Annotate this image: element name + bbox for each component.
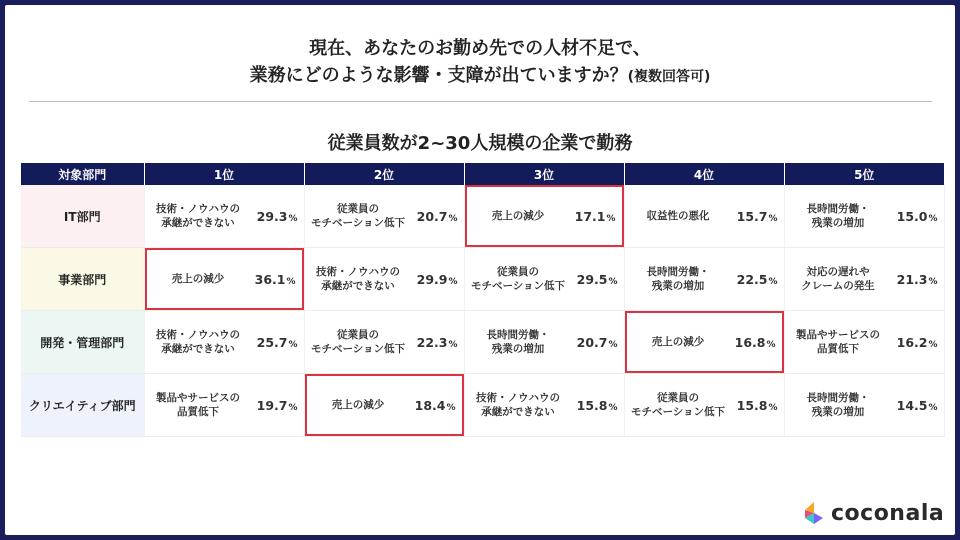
table-row xyxy=(21,374,944,437)
impact-item: 技術・ノウハウの 承継ができない xyxy=(156,329,240,355)
cell-content xyxy=(785,311,944,373)
rank-cell-1 xyxy=(144,374,304,437)
rank-cell-5 xyxy=(784,185,944,248)
impact-percentage xyxy=(248,335,300,350)
percentage-value: 20.7 xyxy=(576,334,608,350)
rank-cell-4 xyxy=(624,311,784,374)
rank-cell-2 xyxy=(304,248,464,311)
coconala-logo-icon xyxy=(801,500,827,526)
impact-percentage xyxy=(246,272,298,287)
rank-cell-4 xyxy=(624,248,784,311)
rank-cell-5 xyxy=(784,311,944,374)
rank-cell-1 xyxy=(144,185,304,248)
table-row xyxy=(21,248,944,311)
percentage-value: 16.8 xyxy=(734,334,766,350)
impact-percentage xyxy=(888,209,940,224)
cell-content xyxy=(465,248,624,310)
cell-content xyxy=(465,374,624,436)
highlighted-cell xyxy=(625,311,784,373)
percentage-value: 29.3 xyxy=(256,208,288,224)
percent-sign: % xyxy=(768,276,778,287)
percentage-value: 21.3 xyxy=(896,271,928,287)
rank-cell-1 xyxy=(144,248,304,311)
percentage-value: 22.5 xyxy=(736,271,768,287)
percent-sign: % xyxy=(288,402,298,413)
percentage-value: 14.5 xyxy=(896,397,928,413)
impact-item: 売上の減少 xyxy=(171,273,225,285)
rank-cell-3 xyxy=(464,248,624,311)
percent-sign: % xyxy=(446,402,456,413)
percentage-value: 36.1 xyxy=(254,271,286,287)
cell-content xyxy=(785,185,944,247)
ranking-table xyxy=(21,163,945,437)
impact-item: 従業員の モチベーション低下 xyxy=(630,392,726,418)
header-rank-1: 1位 xyxy=(144,163,304,185)
impact-percentage xyxy=(728,398,780,413)
highlighted-cell xyxy=(305,374,464,436)
impact-item: 収益性の悪化 xyxy=(646,210,710,222)
percent-sign: % xyxy=(448,339,458,350)
cell-content xyxy=(785,248,944,310)
cell-content xyxy=(305,248,464,310)
page-title xyxy=(5,35,955,91)
impact-percentage xyxy=(408,209,460,224)
impact-percentage xyxy=(566,209,618,224)
title-line-2 xyxy=(5,62,955,91)
percentage-value: 20.7 xyxy=(416,208,448,224)
percent-sign: % xyxy=(286,276,296,287)
header-rank-3: 3位 xyxy=(464,163,624,185)
percent-sign: % xyxy=(768,213,778,224)
impact-item: 長時間労働・ 残業の増加 xyxy=(806,392,870,418)
impact-percentage xyxy=(726,335,778,350)
cell-content xyxy=(625,248,784,310)
percent-sign: % xyxy=(288,339,298,350)
impact-item: 技術・ノウハウの 承継ができない xyxy=(156,203,240,229)
percentage-value: 29.5 xyxy=(576,271,608,287)
rank-cell-3 xyxy=(464,311,624,374)
cell-content xyxy=(145,311,304,373)
coconala-logo-text: coconala xyxy=(831,500,945,526)
table-subtitle: 従業員数が2~30人規模の企業で勤務 xyxy=(327,133,633,154)
percent-sign: % xyxy=(608,402,618,413)
percentage-value: 16.2 xyxy=(896,334,928,350)
impact-item: 売上の減少 xyxy=(331,399,385,411)
impact-item: 対応の遅れや クレームの発生 xyxy=(801,266,875,292)
percentage-value: 18.4 xyxy=(414,397,446,413)
cell-content xyxy=(785,374,944,436)
percent-sign: % xyxy=(608,276,618,287)
impact-percentage xyxy=(408,335,460,350)
table-row xyxy=(21,311,944,374)
impact-percentage xyxy=(248,209,300,224)
impact-item: 技術・ノウハウの 承継ができない xyxy=(476,392,560,418)
percent-sign: % xyxy=(928,402,938,413)
rank-cell-4 xyxy=(624,374,784,437)
impact-percentage xyxy=(408,272,460,287)
impact-percentage xyxy=(568,335,620,350)
title-line-2-main: 業務にどのような影響・支障が出ていますか？ xyxy=(249,65,628,86)
impact-item: 従業員の モチベーション低下 xyxy=(470,266,566,292)
percentage-value: 15.7 xyxy=(736,208,768,224)
highlighted-cell xyxy=(465,185,624,247)
impact-percentage xyxy=(406,398,458,413)
rank-cell-1 xyxy=(144,311,304,374)
percentage-value: 15.8 xyxy=(736,397,768,413)
header-rank-2: 2位 xyxy=(304,163,464,185)
impact-item: 従業員の モチベーション低下 xyxy=(310,329,406,355)
impact-percentage xyxy=(888,335,940,350)
impact-item: 売上の減少 xyxy=(491,210,545,222)
percentage-value: 25.7 xyxy=(256,334,288,350)
impact-item: 製品やサービスの 品質低下 xyxy=(156,392,240,418)
impact-item: 技術・ノウハウの 承継ができない xyxy=(316,266,400,292)
percent-sign: % xyxy=(606,213,616,224)
impact-percentage xyxy=(888,398,940,413)
impact-percentage xyxy=(888,272,940,287)
dept-label: 開発・管理部門 xyxy=(21,311,144,374)
percentage-value: 22.3 xyxy=(416,334,448,350)
table-row xyxy=(21,185,944,248)
divider xyxy=(29,101,932,102)
percent-sign: % xyxy=(766,339,776,350)
impact-percentage xyxy=(568,272,620,287)
cell-content xyxy=(305,311,464,373)
impact-percentage xyxy=(248,398,300,413)
impact-item: 製品やサービスの 品質低下 xyxy=(796,329,880,355)
impact-item: 従業員の モチベーション低下 xyxy=(310,203,406,229)
percent-sign: % xyxy=(768,402,778,413)
title-line-2-suffix: (複数回答可) xyxy=(627,69,711,85)
percentage-value: 17.1 xyxy=(574,208,606,224)
header-dept: 対象部門 xyxy=(21,163,144,185)
impact-percentage xyxy=(728,209,780,224)
rank-cell-5 xyxy=(784,374,944,437)
percent-sign: % xyxy=(288,213,298,224)
table-body xyxy=(21,185,944,437)
impact-percentage xyxy=(568,398,620,413)
cell-content xyxy=(305,185,464,247)
percentage-value: 15.8 xyxy=(576,397,608,413)
percent-sign: % xyxy=(928,276,938,287)
header-rank-4: 4位 xyxy=(624,163,784,185)
rank-cell-3 xyxy=(464,374,624,437)
slide xyxy=(5,5,955,535)
impact-item: 長時間労働・ 残業の増加 xyxy=(806,203,870,229)
cell-content xyxy=(145,374,304,436)
rank-cell-2 xyxy=(304,185,464,248)
rank-cell-3 xyxy=(464,185,624,248)
percent-sign: % xyxy=(448,213,458,224)
cell-content xyxy=(465,311,624,373)
percent-sign: % xyxy=(448,276,458,287)
dept-label: IT部門 xyxy=(21,185,144,248)
rank-cell-4 xyxy=(624,185,784,248)
cell-content xyxy=(145,185,304,247)
header-rank-5: 5位 xyxy=(784,163,944,185)
impact-item: 長時間労働・ 残業の増加 xyxy=(646,266,710,292)
title-line-1: 現在、あなたのお勤め先での人材不足で、 xyxy=(309,38,651,59)
percent-sign: % xyxy=(928,339,938,350)
rank-cell-5 xyxy=(784,248,944,311)
impact-percentage xyxy=(728,272,780,287)
percentage-value: 19.7 xyxy=(256,397,288,413)
impact-item: 売上の減少 xyxy=(651,336,705,348)
cell-content xyxy=(625,374,784,436)
coconala-logo xyxy=(801,498,944,528)
dept-label: 事業部門 xyxy=(21,248,144,311)
rank-cell-2 xyxy=(304,374,464,437)
table-header-row xyxy=(21,163,944,185)
percentage-value: 29.9 xyxy=(416,271,448,287)
cell-content xyxy=(625,185,784,247)
dept-label: クリエイティブ部門 xyxy=(21,374,144,437)
percent-sign: % xyxy=(608,339,618,350)
rank-cell-2 xyxy=(304,311,464,374)
percentage-value: 15.0 xyxy=(896,208,928,224)
percent-sign: % xyxy=(928,213,938,224)
highlighted-cell xyxy=(145,248,304,310)
impact-item: 長時間労働・ 残業の増加 xyxy=(486,329,550,355)
